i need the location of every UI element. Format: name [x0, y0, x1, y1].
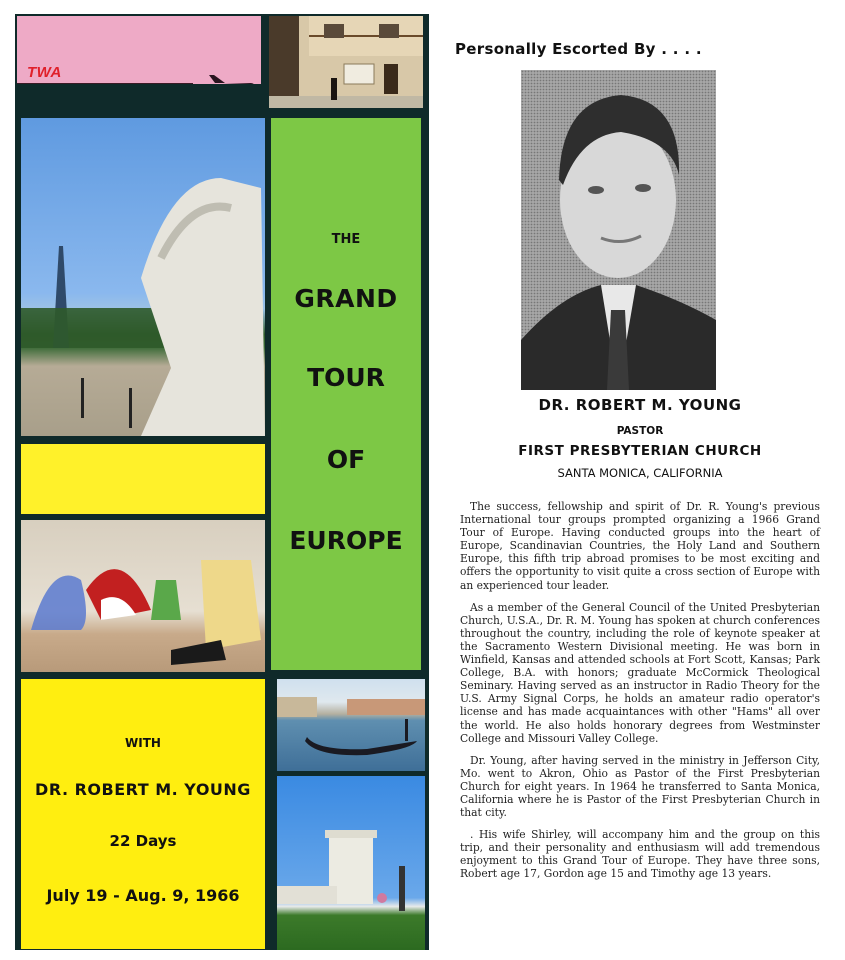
photo-paris-eiffel-tower-statue [21, 118, 265, 436]
bio-paragraph-2: As a member of the General Council of the United Presbyterian Church, U.S.A., Dr. R. M. Young has spoken at church conferences throughout the country, including the role of keynote speaker at the Sacramento Western Divisional meeting. He was born in Winfield, Kansas and attended schools at Fort Scott, Kansas; Park College, B.A. with honors; graduate McCormick Theological Seminary. Having served as an instructor in Radio Theory for the U.S. Army Signal Corps, he holds an amateur radio operator's license and has made acquaintances with other "Hams" all over the world. He also holds honorary degrees from Westminster College and Missouri Valley College. [460, 600, 820, 745]
bio-paragraph-3: Dr. Young, after having served in the ministry in Jefferson City, Mo. went to Akron, Ohio as Pastor of the First Presbyterian Church for eight years. In 1964 he transferred to Santa Monica, California where he is Pastor of the First Presbyterian Church in that city. [460, 753, 820, 820]
church-name: FIRST PRESBYTERIAN CHURCH [518, 443, 762, 459]
title-line-of: OF [326, 445, 366, 474]
tour-details-panel [21, 679, 265, 949]
photo-venice-gondola [277, 679, 425, 771]
flight-path-line [17, 83, 193, 84]
biography [460, 500, 820, 890]
leader-name: DR. ROBERT M. YOUNG [35, 780, 251, 799]
bio-paragraph-4: . His wife Shirley, will accompany him and the group on this trip, and their personality and enthusiasm will add tremendous enjoyment to this Grand Tour of Europe. They have three sons, Robert age 17, Gordon age 15 and Timothy age 13 years. [460, 828, 820, 881]
twa-logo: TWA [27, 64, 62, 81]
bio-paragraph-1: The success, fellowship and spirit of Dr. R. Young's previous International tour groups prompted organizing a 1966 Grand Tour of Europe. Having conducted groups into the heart of Europe, Scandinavian Countries, the Holy Land and Southern Europe, this fifth trip abroad promises to be most exciting and offers the opportunity to visit quite a cross section of Europe with an experienced tour leader. [460, 500, 820, 592]
church-location: SANTA MONICA, CALIFORNIA [557, 466, 723, 480]
title-line-grand: GRAND [294, 284, 398, 313]
tour-duration: 22 Days [109, 832, 177, 850]
with-label: WITH [125, 736, 161, 750]
escort-title: PASTOR [616, 425, 664, 437]
title-line-the: THE [331, 232, 361, 247]
photo-spanish-dancers [21, 520, 265, 672]
brochure-cover [15, 14, 429, 950]
jet-airplane-icon [195, 74, 257, 84]
tour-dates: July 19 - Aug. 9, 1966 [46, 886, 240, 905]
portrait-photo [521, 70, 716, 390]
photo-half-timbered-street [269, 16, 423, 108]
title-line-europe: EUROPE [289, 526, 403, 555]
title-line-tour: TOUR [307, 363, 385, 392]
yellow-color-block [21, 444, 265, 514]
twa-banner [17, 16, 261, 84]
photo-lisbon-belem-tower [277, 776, 425, 950]
title-panel [271, 118, 421, 670]
escort-name: DR. ROBERT M. YOUNG [538, 396, 742, 414]
escort-heading: Personally Escorted By . . . . [455, 40, 702, 58]
